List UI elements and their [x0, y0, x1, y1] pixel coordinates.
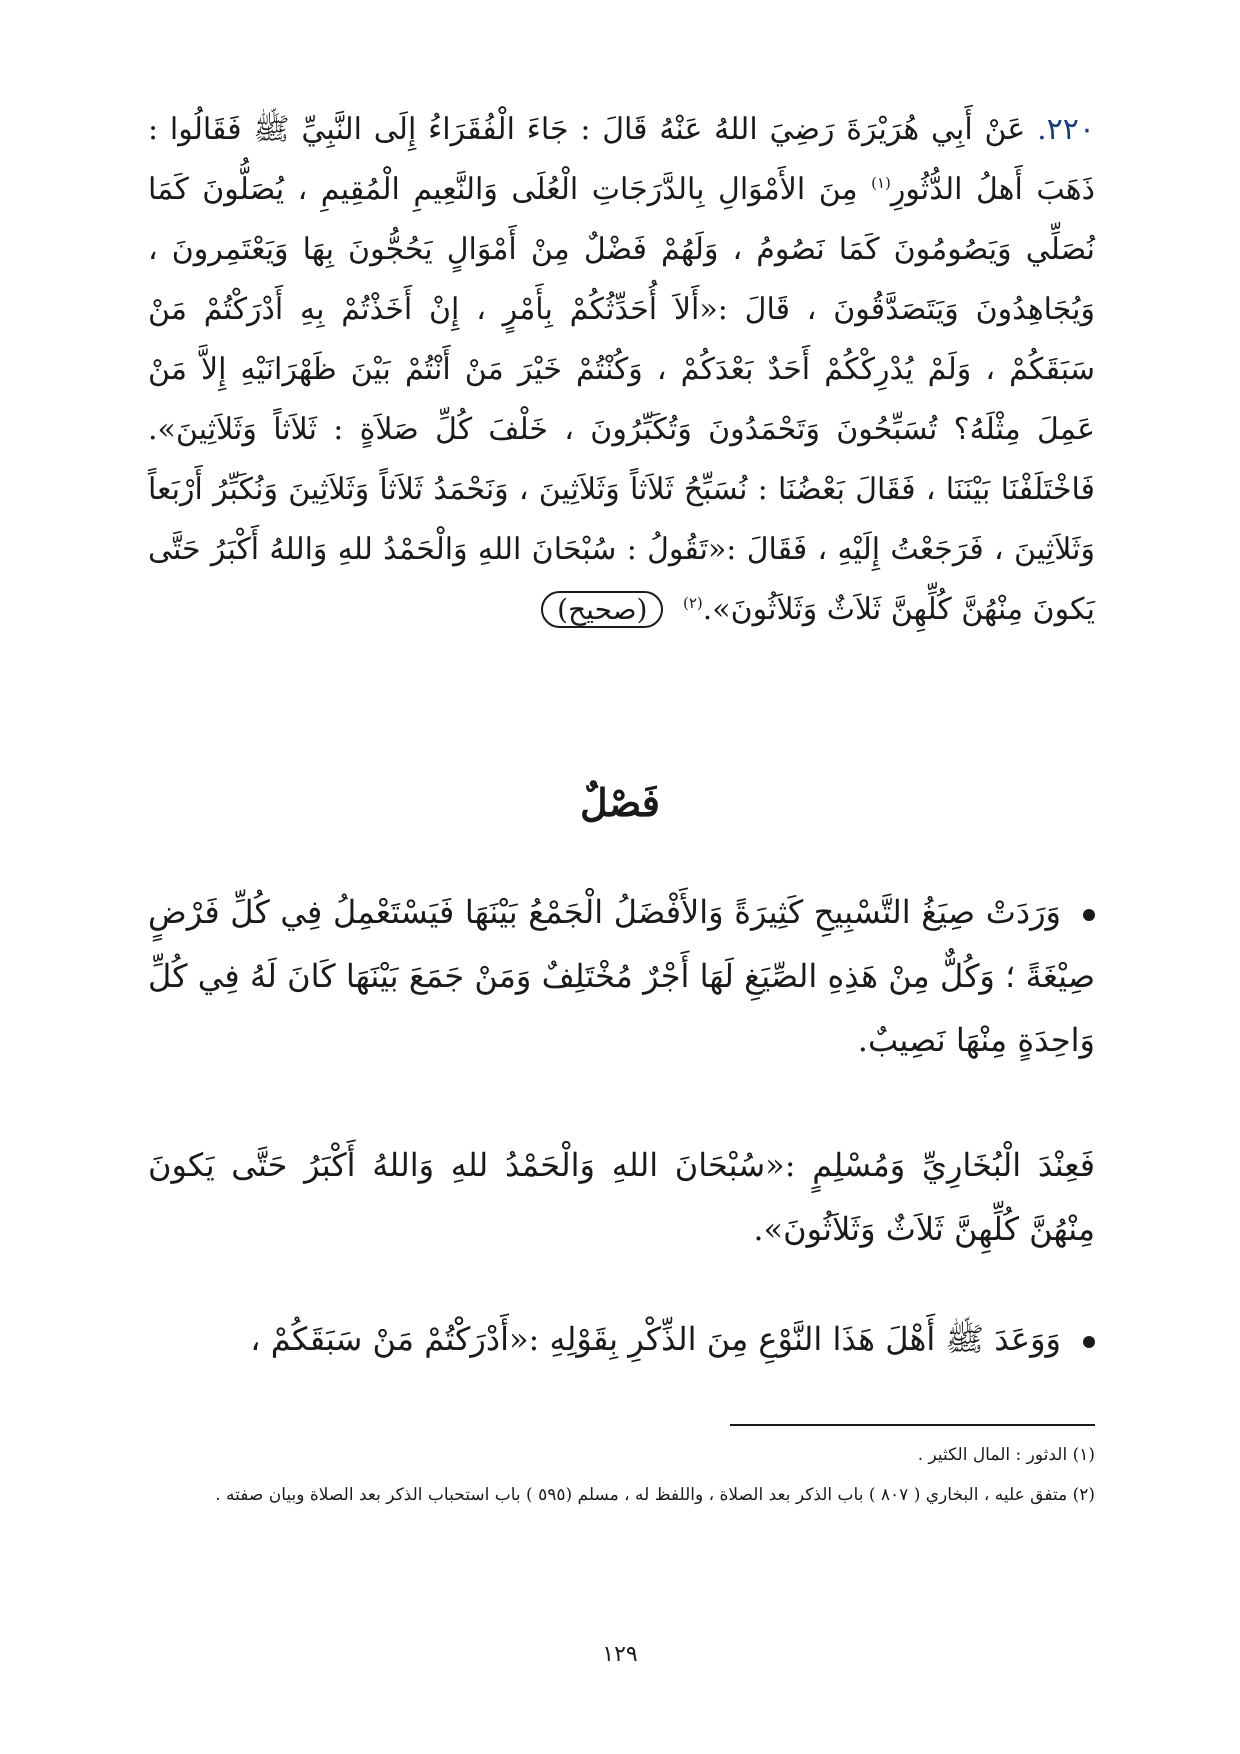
footnote-divider [730, 1424, 1095, 1426]
section-title: فَصْلٌ [580, 780, 660, 825]
footnote-ref-2: (٢) [682, 594, 703, 612]
hadith-grade-badge: (صحيح) [541, 591, 663, 628]
paragraph-bullet-1 [148, 880, 1095, 1072]
paragraph-2 [148, 1133, 1095, 1261]
footnote-2: (٢) متفق عليه ، البخاري ( ٨٠٧ ) باب الذكر بعد الصلاة ، واللفظ له ، مسلم (٥٩٥ ) باب استحباب الذكر بعد الصلاة وبيان صفته . [215, 1485, 1095, 1505]
footnote-1: (١) الدثور : المال الكثير . [917, 1445, 1095, 1465]
hadith-block [148, 100, 1095, 640]
paragraph-2-text: فَعِنْدَ الْبُخَارِيِّ وَمُسْلِمٍ :«سُبْحَانَ اللهِ وَالْحَمْدُ للهِ وَاللهُ أَكْبَرُ حَتَّى يَكونَ مِنْهُنَّ كُلِّهِنَّ ثَلاَثٌ وَثَلاَثُونَ». [148, 1146, 1095, 1248]
bullet-icon [1083, 1336, 1095, 1348]
hadith-number: ٢٢٠. [1037, 112, 1095, 147]
footnotes [148, 1438, 1095, 1518]
footnote-ref-1: (١) [871, 174, 891, 192]
hadith-text-part1: عَنْ أَبِي هُرَيْرَةَ رَضِيَ اللهُ عَنْهُ قَالَ : جَاءَ الْفُقَرَاءُ إِلَى النَّبِيِّ ﷺ فَقَالُوا : ذَهَبَ أَهلُ الدُّثُورِ [148, 112, 1095, 207]
bullet-icon [1083, 909, 1095, 921]
paragraph-bullet-3 [148, 1307, 1095, 1371]
paragraph-3-text: وَوَعَدَ ﷺ أَهْلَ هَذَا النَّوْعِ مِنَ الذِّكْرِ بِقَوْلِهِ :«أَدْرَكْتُمْ مَنْ سَبَقَكُمْ ، [250, 1320, 1061, 1358]
hadith-text-part2: مِنَ الأَمْوَالِ بِالدَّرَجَاتِ الْعُلَى وَالنَّعِيمِ الْمُقِيمِ ، يُصَلُّونَ كَمَا نُصَلِّي وَيَصُومُونَ كَمَا نَصُومُ ، وَلَهُمْ فَضْلٌ مِنْ أَمْوَالٍ يَحُجُّونَ بِهَا وَيَعْتَمِرونَ ، وَيُجَاهِدُونَ وَيَتَصَدَّقُونَ ، قَالَ :«أَلاَ أُحَدِّثُكُمْ بِأَمْرٍ ، إِنْ أَخَذْتُمْ بِهِ أَدْرَكْتُمْ مَنْ سَبَقَكُمْ ، وَلَمْ يُدْرِكْكُمْ أَحَدٌ بَعْدَكُمْ ، وَكُنْتُمْ خَيْرَ مَنْ أَنْتُمْ بَيْنَ ظَهْرَانَيْهِ إِلاَّ مَنْ عَمِلَ مِثْلَهُ؟ تُسَبِّحُونَ وَتَحْمَدُونَ وَتُكَبِّرُونَ ، خَلْفَ كُلِّ صَلاَةٍ : ثَلاَثاً وَثَلاَثِينَ». فَاخْتَلَفْنَا بَيْنَنَا ، فَقَالَ بَعْضُنَا : نُسَبِّحُ ثَلاَثاً وَثَلاَثِينَ ، وَنَحْمَدُ ثَلاَثاً وَثَلاَثِينَ وَنُكَبِّرُ أَرْبَعاً وَثَلاَثِينَ ، فَرَجَعْتُ إِلَيْهِ ، فَقَالَ :«تَقُولُ : سُبْحَانَ اللهِ وَالْحَمْدُ للهِ وَاللهُ أَكْبَرُ حَتَّى يَكونَ مِنْهُنَّ كُلِّهِنَّ ثَلاَثٌ وَثَلاَثُونَ». [148, 172, 1095, 627]
page-number: ١٢٩ [602, 1642, 638, 1667]
paragraph-1-text: وَرَدَتْ صِيَغُ التَّسْبِيحِ كَثِيرَةً وَالأَفْضَلُ الْجَمْعُ بَيْنَهَا فَيَسْتَعْمِلُ فِي كُلِّ فَرْضٍ صِيْغَةً ؛ وَكُلٌّ مِنْ هَذِهِ الصِّيَغِ لَهَا أَجْرٌ مُخْتَلِفٌ وَمَنْ جَمَعَ بَيْنَهَا كَانَ لَهُ فِي كُلِّ وَاحِدَةٍ مِنْهَا نَصِيبٌ. [148, 893, 1095, 1059]
